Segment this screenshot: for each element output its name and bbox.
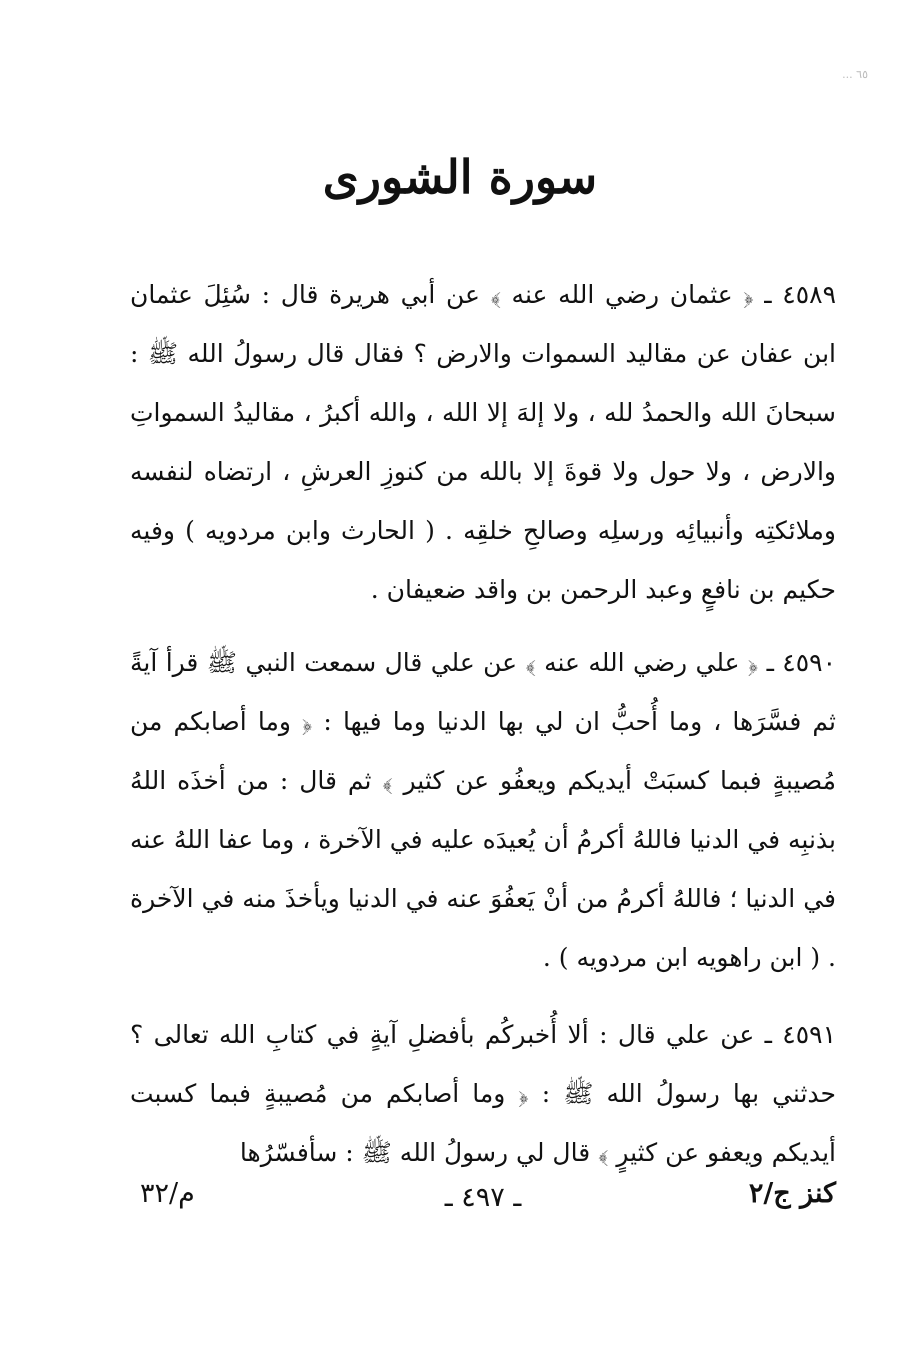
hadith-4589: ٤٥٨٩ ـ ﴿ عثمان رضي الله عنه ﴾ عن أبي هريرة قال : سُئِلَ عثمان ابن عفان عن مقاليد السموات والارض ؟ فقال قال رسولُ الله ﷺ : سبحانَ الله والحمدُ لله ، ولا إلهَ إلا الله ، والله أكبرُ ، مقاليدُ السمواتِ والارض ، ولا حول ولا قوةَ إلا بالله من كنوزِ العرشِ ، ارتضاه لنفسه وملائكتِه وأنبيائِه ورسلِه وصالحِ خلقِه . ( الحارث وابن مردويه ) وفيه حكيم بن نافعٍ وعبد الرحمن بن واقد ضعيفان . xyxy=(130,280,836,604)
signature-mark: م/٣٢ xyxy=(140,1178,195,1209)
hadith-4590: ٤٥٩٠ ـ ﴿ علي رضي الله عنه ﴾ عن علي قال سمعت النبي ﷺ قرأ آيةً ثم فسَّرَها ، وما أُحبُّ ان لي بها الدنيا وما فيها : ﴿ وما أصابكم من مُصيبةٍ فبما كسبَتْ أيديكم ويعفُو عن كثير ﴾ ثم قال : من أخذَه اللهُ بذنبِه في الدنيا فاللهُ أكرمُ أن يُعيدَه عليه في الآخرة ، وما عفا اللهُ عنه في الدنيا ؛ فاللهُ أكرمُ من أنْ يَعفُوَ عنه في الدنيا ويأخذَ منه في الآخرة . ( ابن راهويه ابن مردويه ) . xyxy=(130,648,836,972)
corner-mark: ٦٥ ... xyxy=(842,68,868,81)
page-footer xyxy=(130,1178,836,1228)
hadith-4591: ٤٥٩١ ـ عن علي قال : ألا أُخبركُم بأفضلِ آيةٍ في كتابِ الله تعالى ؟ حدثني بها رسولُ الله ﷺ : ﴿ وما أصابكم من مُصيبةٍ فبما كسبت أيديكم ويعفو عن كثيرٍ ﴾ قال لي رسولُ الله ﷺ : سأفسّرُها xyxy=(130,1020,836,1167)
page-number: ـ ٤٩٧ ـ xyxy=(444,1182,522,1213)
volume-reference: كنز ج/٢ xyxy=(748,1178,836,1209)
surah-title: سورة الشورى xyxy=(322,150,598,204)
